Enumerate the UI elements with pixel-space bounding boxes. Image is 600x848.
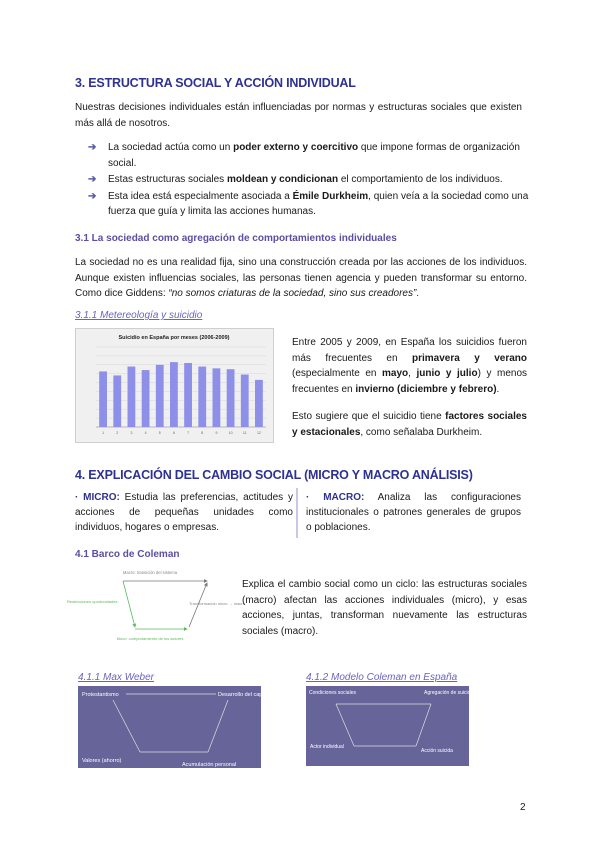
chart-bar	[184, 363, 192, 427]
chart-x-tick: 11	[242, 431, 247, 435]
macro-definition: · MACRO: Analiza las configuraciones institucionales o patrones generales de grupos o poblaciones.	[306, 492, 521, 533]
chart-bar	[255, 380, 263, 427]
chart-bar	[99, 371, 107, 427]
chart-bar	[227, 369, 235, 427]
section-4-heading: 4. EXPLICACIÓN DEL CAMBIO SOCIAL (MICRO Y MACRO ANÁLISIS)	[75, 468, 473, 482]
coleman-spain-svg	[306, 686, 477, 766]
bullet-item: ➔ Esta idea está especialmente asociada a Émile Durkheim, quien veía a la sociedad como una fuerza que guía y limita las acciones humanas.	[88, 190, 529, 217]
spain-bottom-right: Acción suicida	[421, 748, 453, 754]
section-3-bullet-list	[88, 140, 533, 221]
section-3-1-heading: 3.1 La sociedad como agregación de comportamientos individuales	[75, 233, 397, 244]
suicide-paragraph-1: Entre 2005 y 2009, en España los suicidios fueron más frecuentes en primavera y verano (especialmente en mayo, junio y julio) y menos frecuentes en invierno (diciembre y febrero).	[292, 337, 528, 395]
section-4-1-1-heading: 4.1.1 Max Weber	[78, 672, 154, 683]
chart-bar	[156, 365, 164, 427]
weber-right-line	[208, 700, 228, 752]
spain-top-right: Agregación de suicidios	[424, 690, 477, 696]
chart-bar	[241, 375, 249, 427]
weber-bottom-left: Valores (ahorro)	[82, 758, 122, 764]
weber-diagram	[78, 686, 281, 768]
chart-bar	[142, 370, 150, 427]
section-3-intro: Nuestras decisiones individuales están influenciadas por normas y estructuras sociales que existen más allá de nosotros.	[75, 102, 522, 129]
chart-x-tick: 3	[130, 431, 133, 435]
chart-x-tick: 2	[116, 431, 119, 435]
chart-x-tick: 9	[215, 431, 218, 435]
micro-definition: · MICRO: Estudia las preferencias, actitudes y acciones de pequeñas unidades como individuos, hogares o empresas.	[75, 492, 293, 533]
chart-bar	[198, 367, 206, 427]
column-divider	[296, 488, 298, 538]
coleman-bottom-label: Micro: comportamiento de los actores	[116, 636, 184, 641]
spain-left-line	[336, 704, 354, 746]
arrow-icon: ➔	[88, 142, 97, 153]
arrow-icon: ➔	[88, 190, 97, 202]
chart-title: Suicidio en España por meses (2006-2009)	[118, 335, 230, 341]
chart-x-tick: 1	[102, 431, 105, 435]
weber-bottom-right: Acumulación personal	[182, 762, 237, 768]
chart-bar	[213, 368, 221, 427]
weber-diagram-svg	[78, 686, 281, 768]
spain-top-left: Condiciones sociales	[309, 690, 356, 696]
chart-x-tick: 8	[201, 431, 204, 435]
weber-top-right: Desarrollo del capitalismo	[218, 692, 281, 698]
bullet-item: ➔ Estas estructuras sociales moldean y condicionan el comportamiento de los individuos.	[88, 172, 533, 188]
section-4-1-heading: 4.1 Barco de Coleman	[75, 549, 180, 560]
section-3-heading: 3. ESTRUCTURA SOCIAL Y ACCIÓN INDIVIDUAL	[75, 76, 356, 90]
down-arrow	[123, 581, 135, 627]
coleman-boat-diagram	[65, 565, 245, 645]
chart-x-tick: 10	[228, 431, 233, 435]
coleman-spain-diagram	[306, 686, 477, 766]
section-3-1-1-heading: 3.1.1 Metereología y suicidio	[75, 310, 203, 321]
spain-right-line	[416, 704, 431, 746]
chart-x-tick: 12	[256, 431, 261, 435]
chart-x-tick: 7	[187, 431, 190, 435]
coleman-top-label: Macro: transición del sistema	[122, 570, 178, 575]
coleman-right-label: Transformación micro → macro	[189, 601, 245, 606]
page-number: 2	[520, 802, 526, 813]
arrow-icon: ➔	[88, 174, 97, 185]
weber-left-line	[113, 700, 140, 752]
section-4-1-2-heading: 4.1.2 Modelo Coleman en España	[306, 672, 458, 683]
section-3-1-text: La sociedad no es una realidad fija, sino una construcción creada por las acciones de los individuos. Aunque existen influencias sociales, las personas tienen agencia y pueden transformar su entorno. Como dice Giddens: “no somos criaturas de la sociedad, sino sus creadores”.	[75, 257, 527, 299]
suicide-paragraph-2: Esto sugiere que el suicidio tiene factores sociales y estacionales, como señalaba Durkheim.	[292, 411, 527, 438]
chart-bar	[128, 367, 136, 427]
spain-bottom-left: Actor individual	[310, 744, 344, 750]
suicide-chart	[75, 328, 274, 443]
chart-x-tick: 5	[158, 431, 161, 435]
bullet-item: ➔ La sociedad actúa como un poder externo y coercitivo que impone formas de organización social.	[88, 142, 520, 169]
coleman-left-label: Restricciones oportunidades	[67, 599, 118, 604]
weber-top-left: Protestantismo	[82, 692, 119, 698]
chart-x-tick: 6	[172, 431, 175, 435]
chart-x-tick: 4	[144, 431, 147, 435]
chart-bar	[113, 375, 121, 427]
chart-bar	[170, 362, 178, 427]
chart-svg	[76, 329, 273, 442]
section-4-1-text: Explica el cambio social como un ciclo: las estructuras sociales (macro) afectan las acciones individuales (micro), y esas acciones, juntas, transforman nuevamente las estructuras sociales (macro).	[242, 579, 527, 637]
